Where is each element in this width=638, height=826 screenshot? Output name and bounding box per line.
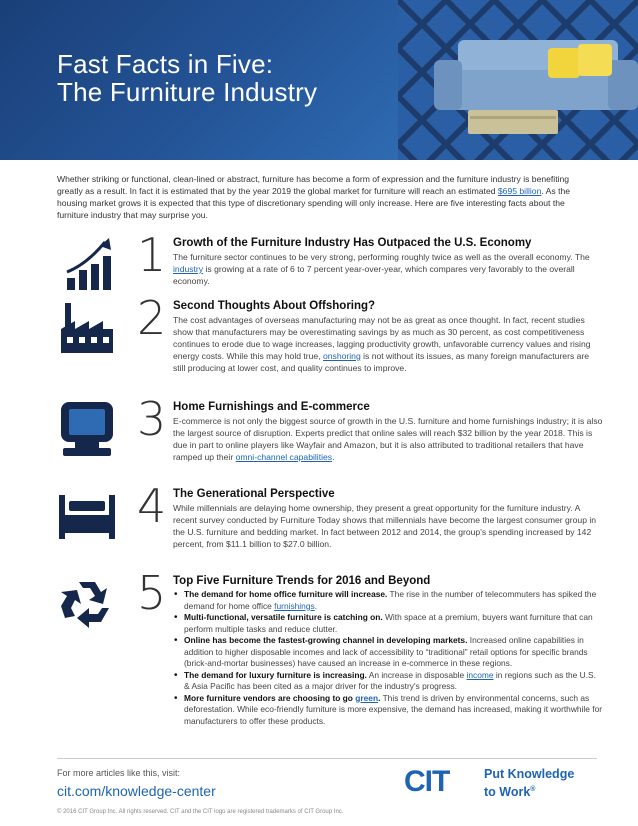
fact-2: [57, 291, 597, 391]
fact-body: [173, 314, 603, 374]
hero-sofa-image: [398, 0, 638, 160]
fact-number: 5: [137, 566, 167, 620]
knowledge-center-link[interactable]: cit.com/knowledge-center: [57, 783, 216, 799]
trend-heading: Multi-functional, versatile furniture is catching on.: [184, 612, 383, 622]
footer-legal: © 2016 CIT Group Inc. All rights reserved. CIT and the CIT logo are registered trademarks of CIT Group Inc.: [57, 809, 344, 815]
fact-title: The Generational Perspective: [173, 488, 335, 500]
fact-content: [173, 574, 603, 727]
intro-link-695-billion[interactable]: $695 billion: [497, 186, 542, 196]
furnishings-link[interactable]: furnishings: [274, 600, 315, 611]
page-title: [57, 50, 317, 106]
industry-link[interactable]: industry: [173, 264, 204, 274]
trend-heading-end: .: [378, 692, 381, 703]
bed-icon: [57, 487, 117, 547]
trend-heading: More furniture vendors are choosing to go: [184, 692, 356, 703]
fact-number: 3: [137, 392, 167, 446]
footer-divider: [57, 758, 597, 759]
hero-banner: [0, 0, 638, 160]
list-item: [173, 670, 603, 693]
omni-channel-link[interactable]: omni-channel capabilities: [235, 452, 333, 462]
fact-title: Growth of the Furniture Industry Has Outpaced the U.S. Economy: [173, 237, 532, 249]
fact-body: [173, 251, 603, 287]
trend-text: An increase in disposable: [366, 669, 467, 680]
page-title-line-1: Fast Facts in Five:: [57, 49, 274, 79]
cit-logo: CIT: [404, 765, 450, 798]
fact-body-text: The cost advantages of overseas manufacturing may not be as great as once thought. In fact, recent studies show that manufacturers may be overestimating savings by as much as 30 percent, as cost competitiveness continues to erode due to wage increases, lagging productivity growth, unfavorable currency values and rising energy costs. While this may hold true,: [173, 315, 591, 361]
fact-4: [57, 479, 597, 561]
fact-body-text: The furniture sector continues to be very strong, performing roughly twice as well as the overall economy. The: [173, 252, 590, 262]
fact-content: [173, 236, 603, 287]
income-link[interactable]: income: [466, 669, 494, 680]
fact-1: [57, 228, 597, 294]
fact-body-text: E-commerce is not only the biggest source of growth in the U.S. furniture and home furnishings industry; it is also the largest source of disruption. Experts predict that online sales will reach $32 billion by the year 2018. This is due in part to online players like Wayfair and Amazon, but it is also attributed to traditional retailers that have ramped up their: [173, 416, 603, 462]
intro-text-end: . As the housing market grows it is expected that this type of discretionary spending will only increase. Here are five interesting facts about the furniture industry that may surprise you.: [57, 186, 571, 220]
fact-body-text-end: is not without its issues, as many foreign manufacturers are still producing at lower cost, and quality continues to improve.: [173, 351, 590, 373]
trend-text: The rise in the number of telecommuters has spiked the demand for home office: [184, 589, 597, 611]
fact-content: [173, 487, 603, 550]
list-item: [173, 693, 603, 728]
trend-text: With space at a premium, buyers want furniture that can perform multiple tasks and reduce clutter.: [184, 612, 593, 634]
registered-mark: ®: [530, 786, 536, 793]
brand-tagline-line-2: [484, 782, 574, 800]
intro-paragraph: [57, 173, 597, 221]
trend-heading: The demand for home office furniture will increase.: [184, 589, 388, 599]
trend-text-end: in regions such as the U.S. & Asia Pacific has been cited as a major driver for the industry's progress.: [184, 669, 596, 691]
list-item: [173, 635, 603, 670]
trend-text: This trend is driven by environmental concerns, such as deforestation. While eco-friendly furniture is more expensive, the demand has increased, making it worthwhile for manufacturers to offer these products.: [184, 692, 603, 726]
green-link[interactable]: green: [355, 692, 379, 703]
intro-text: Whether striking or functional, clean-lined or abstract, furniture has become a form of expression and the furniture industry is benefiting greatly as a result. In fact it is estimated that by the year 2019 the global market for furniture will reach an estimated: [57, 174, 570, 196]
fact-content: [173, 400, 603, 463]
brand-tagline-text: to Work: [484, 785, 531, 800]
onshoring-link[interactable]: onshoring: [322, 351, 361, 361]
footer-note: For more articles like this, visit:: [57, 768, 181, 778]
cit-brand: [404, 765, 604, 805]
fact-number: 4: [137, 479, 167, 533]
fact-body-text-end: .: [332, 452, 335, 462]
trend-text: Increased online capabilities in addition to higher disposable incomes and lack of accessibility to “traditional” retail options for specific brands (brick-and-mortar businesses) have caused an increase in e-commerce in these regions.: [184, 635, 588, 668]
factory-icon: [57, 299, 117, 359]
growth-chart-icon: [57, 236, 117, 296]
fact-number: 1: [137, 228, 167, 282]
fact-number: 2: [137, 291, 167, 345]
recycle-icon: [57, 574, 117, 634]
brand-tagline-line-1: Put Knowledge: [484, 767, 575, 781]
fact-5: [57, 566, 603, 756]
list-item: [173, 589, 603, 612]
trend-text-end: .: [314, 600, 318, 611]
fact-body: While millennials are delaying home ownership, they present a great opportunity for the furniture industry. A recent survey conducted by Furniture Today shows that millennials have become the largest consumer group in the U.S. furniture and bedding market. In fact between 2012 and 2014, the group's spending increased by 142 percent, from $11.1 billion to $27.0 billion.: [173, 503, 597, 549]
fact-title: Second Thoughts About Offshoring?: [173, 300, 376, 312]
brand-tagline: [484, 767, 574, 800]
fact-body: [173, 415, 603, 463]
trend-list: [173, 589, 603, 727]
trend-heading: The demand for luxury furniture is increasing.: [184, 669, 367, 680]
fact-title: Home Furnishings and E-commerce: [173, 401, 370, 413]
fact-3: [57, 392, 603, 480]
fact-body-text-end: is growing at a rate of 6 to 7 percent year-over-year, which compares very favorably to the overall economy.: [173, 264, 575, 286]
list-item: [173, 612, 603, 635]
page-title-line-2: The Furniture Industry: [57, 77, 318, 107]
fact-title: Top Five Furniture Trends for 2016 and Beyond: [173, 575, 431, 587]
trend-heading: Online has become the fastest-growing channel in developing markets.: [184, 635, 468, 645]
fact-content: [173, 299, 603, 374]
computer-monitor-icon: [57, 400, 117, 460]
